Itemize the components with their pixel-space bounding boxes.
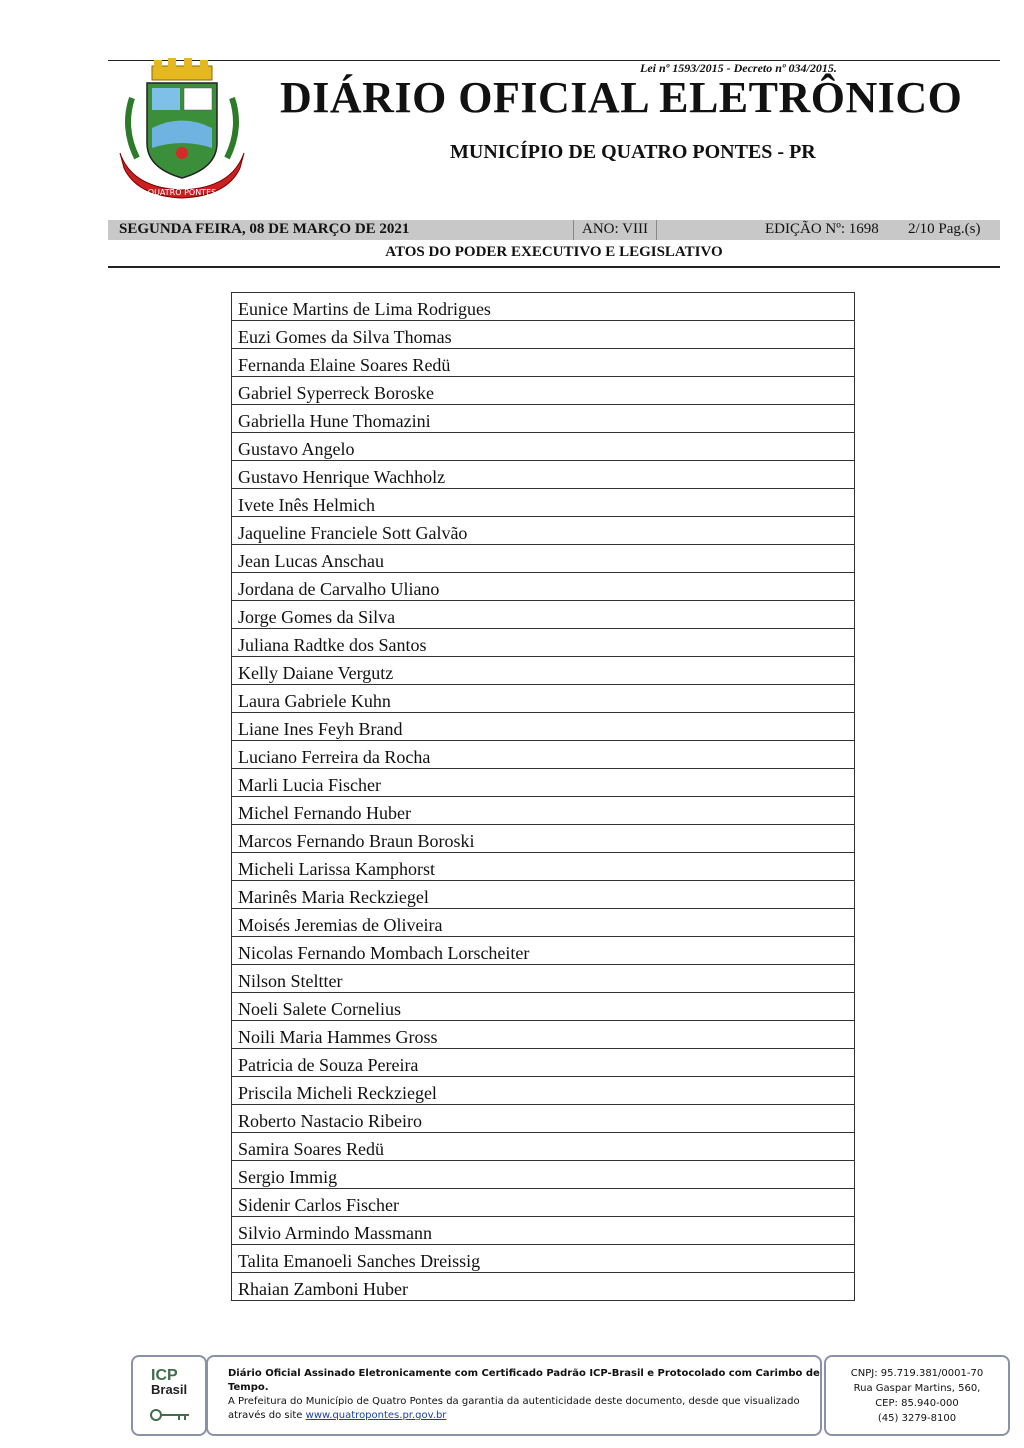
crest-banner-text: QUATRO PONTES [147, 188, 217, 197]
name-row: Nilson Steltter [232, 965, 854, 993]
name-row: Rhaian Zamboni Huber [232, 1273, 854, 1301]
name-row: Roberto Nastacio Ribeiro [232, 1105, 854, 1133]
name-row: Nicolas Fernando Mombach Lorscheiter [232, 937, 854, 965]
key-icon [149, 1407, 193, 1423]
name-row: Jorge Gomes da Silva [232, 601, 854, 629]
name-row: Ivete Inês Helmich [232, 489, 854, 517]
name-row: Moisés Jeremias de Oliveira [232, 909, 854, 937]
name-row: Liane Ines Feyh Brand [232, 713, 854, 741]
cnpj: CNPJ: 95.719.381/0001-70 [850, 1368, 984, 1379]
page-title: DIÁRIO OFICIAL ELETRÔNICO [280, 73, 963, 122]
section-rule [108, 266, 1000, 268]
name-row: Noeli Salete Cornelius [232, 993, 854, 1021]
name-row: Michel Fernando Huber [232, 797, 854, 825]
address: Rua Gaspar Martins, 560, [853, 1383, 981, 1394]
name-row: Silvio Armindo Massmann [232, 1217, 854, 1245]
edition-year: ANO: VIII [582, 221, 648, 237]
name-row: Sidenir Carlos Fischer [232, 1189, 854, 1217]
name-row: Laura Gabriele Kuhn [232, 685, 854, 713]
name-row: Talita Emanoeli Sanches Dreissig [232, 1245, 854, 1273]
name-row: Jean Lucas Anschau [232, 545, 854, 573]
certification-notice [206, 1355, 822, 1436]
icp-logo-text: ICP [151, 1367, 178, 1384]
names-table [231, 292, 855, 1301]
name-row: Gabriel Syperreck Boroske [232, 377, 854, 405]
name-row: Micheli Larissa Kamphorst [232, 853, 854, 881]
name-row: Gustavo Angelo [232, 433, 854, 461]
info-separator [573, 220, 574, 240]
info-separator [656, 220, 657, 240]
name-row: Euzi Gomes da Silva Thomas [232, 321, 854, 349]
name-row: Patricia de Souza Pereira [232, 1049, 854, 1077]
certification-text: A Prefeitura do Município de Quatro Pontes da garantia da autenticidade deste documento, desde que visualizado [228, 1396, 800, 1407]
section-title: ATOS DO PODER EXECUTIVO E LEGISLATIVO [385, 244, 723, 260]
edition-info-bar [108, 220, 1000, 240]
name-row: Gustavo Henrique Wachholz [232, 461, 854, 489]
name-row: Kelly Daiane Vergutz [232, 657, 854, 685]
municipality-subtitle: MUNICÍPIO DE QUATRO PONTES - PR [450, 141, 816, 163]
phone: (45) 3279-8100 [877, 1413, 957, 1424]
name-row: Gabriella Hune Thomazini [232, 405, 854, 433]
contact-box [824, 1355, 1010, 1436]
icp-logo-subtext: Brasil [151, 1382, 188, 1397]
name-row: Fernanda Elaine Soares Redü [232, 349, 854, 377]
municipal-crest-icon [112, 58, 252, 200]
icp-brasil-logo [131, 1355, 207, 1436]
name-row: Juliana Radtke dos Santos [232, 629, 854, 657]
name-row: Jaqueline Franciele Sott Galvão [232, 517, 854, 545]
law-reference: Lei nº 1593/2015 - Decreto nº 034/2015. [640, 61, 837, 75]
edition-number: EDIÇÃO Nº: 1698 [765, 221, 879, 237]
name-row: Sergio Immig [232, 1161, 854, 1189]
name-row: Marinês Maria Reckziegel [232, 881, 854, 909]
name-row: Noili Maria Hammes Gross [232, 1021, 854, 1049]
name-row: Jordana de Carvalho Uliano [232, 573, 854, 601]
name-row: Eunice Martins de Lima Rodrigues [232, 293, 854, 321]
name-row: Luciano Ferreira da Rocha [232, 741, 854, 769]
cep: CEP: 85.940-000 [875, 1398, 959, 1409]
name-row: Marcos Fernando Braun Boroski [232, 825, 854, 853]
name-row: Marli Lucia Fischer [232, 769, 854, 797]
name-row: Priscila Micheli Reckziegel [232, 1077, 854, 1105]
page-count: 2/10 Pag.(s) [908, 221, 981, 237]
certification-text-2: através do site [228, 1410, 303, 1421]
certification-title: Diário Oficial Assinado Eletronicamente com Certificado Padrão ICP-Brasil e Protocolado com Carimbo de Tempo. [228, 1368, 820, 1393]
edition-date: SEGUNDA FEIRA, 08 DE MARÇO DE 2021 [119, 221, 410, 237]
name-row: Samira Soares Redü [232, 1133, 854, 1161]
site-link[interactable]: www.quatropontes.pr.gov.br [305, 1410, 447, 1421]
